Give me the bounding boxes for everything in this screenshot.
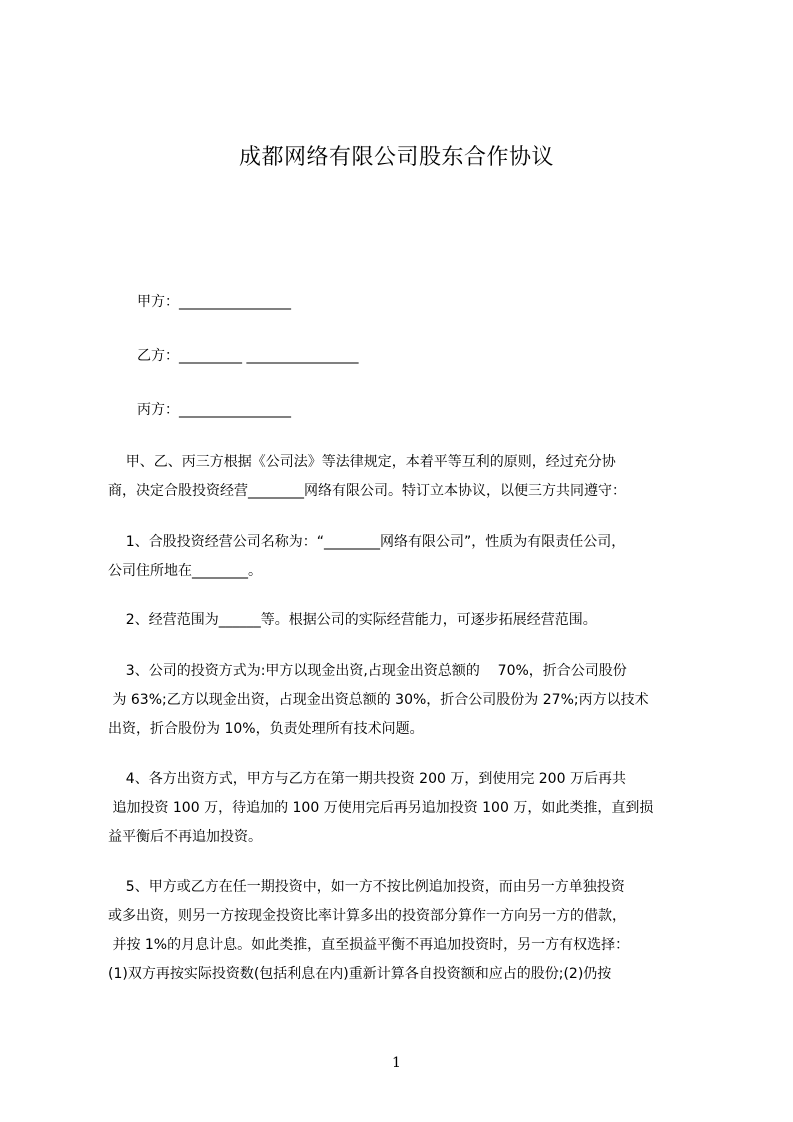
paragraph-clause-4 [108, 765, 700, 852]
paragraph-line: 益平衡后不再追加投资。 [108, 829, 262, 845]
paragraph-line: (1)双方再按实际投资数(包括利息在内)重新计算各自投资额和应占的股份;(2)仍按 [108, 966, 612, 982]
party-jia-line: 甲方：________________ [137, 294, 291, 310]
paragraph-clause-3 [108, 657, 700, 744]
paragraph-line: 5、甲方或乙方在任一期投资中，如一方不按比例追加投资，而由另一方单独投资 [108, 879, 625, 895]
paragraph-line: 为 63%;乙方以现金出资，占现金出资总额的 30%，折合公司股份为 27%;丙方以技术 [108, 692, 649, 708]
document-title: 成都网络有限公司股东合作协议 [238, 145, 554, 170]
party-yi-line: 乙方：_________ ________________ [137, 348, 359, 364]
paragraph-line: 商，决定合股投资经营________网络有限公司。特订立本协议，以便三方共同遵守： [108, 483, 626, 499]
paragraph-line: 追加投资 100 万，待追加的 100 万使用完后再另追加投资 100 万，如此类推，直到损 [108, 800, 654, 816]
paragraph-line: 出资，折合股份为 10%，负责处理所有技术问题。 [108, 721, 424, 737]
paragraph-line: 2、经营范围为______等。根据公司的实际经营能力，可逐步拓展经营范围。 [108, 612, 597, 628]
paragraph-line: 1、合股投资经营公司名称为：“________网络有限公司”，性质为有限责任公司， [108, 534, 626, 550]
paragraph-line: 甲、乙、丙三方根据《公司法》等法律规定，本着平等互利的原则，经过充分协 [108, 454, 616, 470]
party-bing-line: 丙方：________________ [137, 402, 291, 418]
page-number: 1 [392, 1055, 401, 1071]
paragraph-clause-2 [108, 606, 700, 635]
paragraph-line: 4、各方出资方式，甲方与乙方在第一期共投资 200 万，到使用完 200 万后再共 [108, 771, 626, 787]
paragraph-clause-1 [108, 528, 700, 586]
paragraph-clause-5 [108, 873, 700, 989]
paragraph-line: 3、公司的投资方式为:甲方以现金出资,占现金出资总额的 70%，折合公司股份 [108, 663, 627, 679]
paragraph-line: 并按 1%的月息计息。如此类推，直至损益平衡不再追加投资时，另一方有权选择： [108, 937, 630, 953]
paragraph-line: 或多出资，则另一方按现金投资比率计算多出的投资部分算作一方向另一方的借款， [108, 908, 626, 924]
paragraph-line: 公司住所地在________。 [108, 563, 262, 579]
paragraph-preamble [108, 448, 700, 506]
